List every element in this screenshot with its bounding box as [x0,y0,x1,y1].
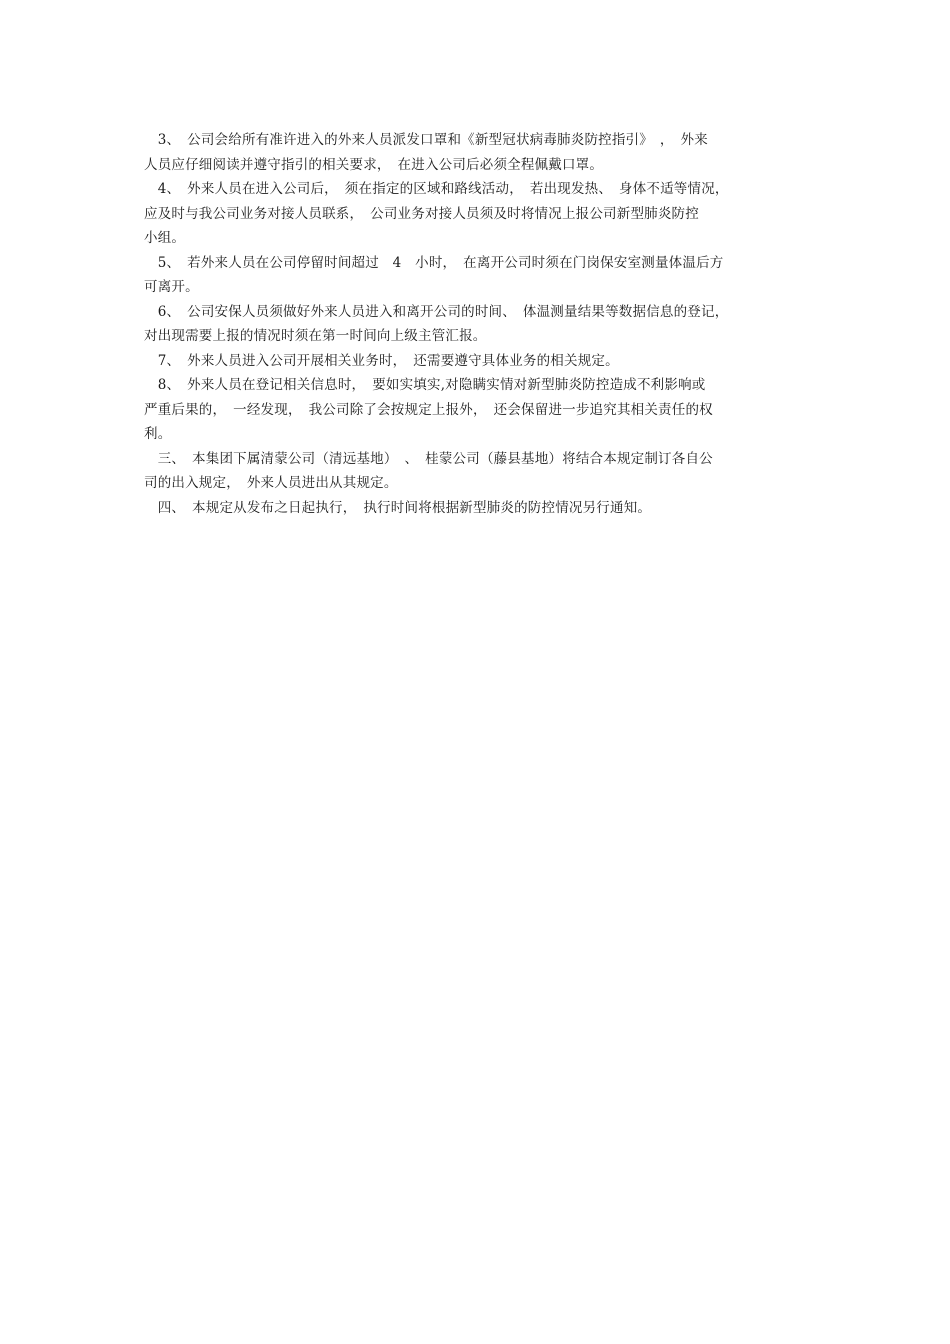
paragraph-item-7 [144,349,824,374]
text-line: 司的出入规定， 外来人员进出从其规定。 [144,475,398,491]
text-line: 应及时与我公司业务对接人员联系， 公司业务对接人员须及时将情况上报公司新型肺炎防控 [144,205,699,222]
text-line: 三、 本集团下属清蒙公司（清远基地） 、 桂蒙公司（藤县基地）将结合本规定制订各自公 [144,450,713,467]
paragraph-item-8 [144,373,824,447]
text-line: 3、 公司会给所有准许进入的外来人员派发口罩和《新型冠状病毒肺炎防控指引》 ， 外来 [144,132,708,148]
text-line: 5、 若外来人员在公司停留时间超过 4 小时， 在离开公司时须在门岗保安室测量体温后方 [144,254,724,271]
paragraph-item-4 [144,177,824,251]
paragraph-item-5 [144,251,824,300]
section-three [144,447,824,496]
document-body [144,128,824,520]
text-line: 4、 外来人员在进入公司后， 须在指定的区域和路线活动， 若出现发热、 身体不适等情况， [144,181,729,197]
section-four [144,496,824,521]
text-line: 四、 本规定从发布之日起执行， 执行时间将根据新型肺炎的防控情况另行通知。 [144,499,652,516]
text-line: 可离开。 [144,279,199,295]
text-line: 6、 公司安保人员须做好外来人员进入和离开公司的时间、 体温测量结果等数据信息的登记， [144,303,729,320]
paragraph-item-6 [144,300,824,349]
text-line: 7、 外来人员进入公司开展相关业务时， 还需要遵守具体业务的相关规定。 [144,352,619,369]
text-line: 严重后果的， 一经发现， 我公司除了会按规定上报外， 还会保留进一步追究其相关责任的权 [144,401,713,418]
text-line: 人员应仔细阅读并遵守指引的相关要求， 在进入公司后必须全程佩戴口罩。 [144,156,604,173]
text-line: 8、 外来人员在登记相关信息时， 要如实填实,对隐瞒实情对新型肺炎防控造成不利影响或 [144,377,706,393]
text-line: 利。 [144,426,172,442]
paragraph-item-3 [144,128,824,177]
text-line: 小组。 [144,230,186,246]
text-line: 对出现需要上报的情况时须在第一时间向上级主管汇报。 [144,328,487,344]
